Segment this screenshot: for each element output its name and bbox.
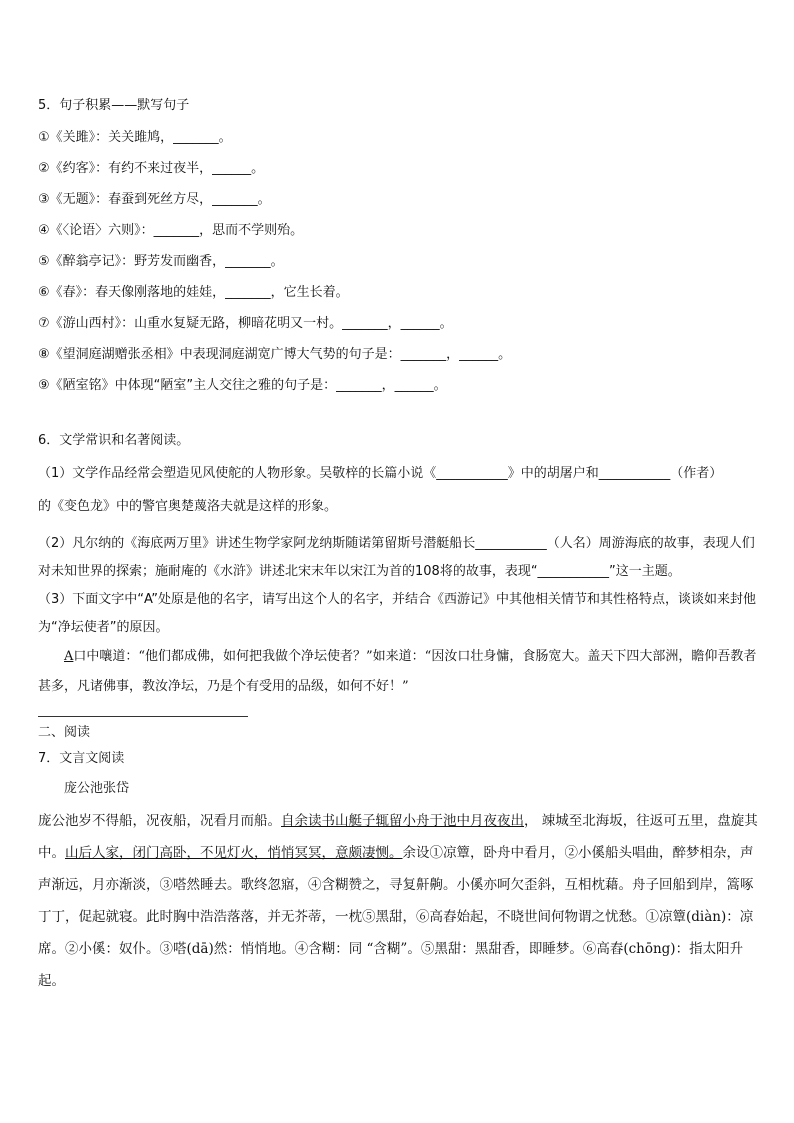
question-6	[38, 431, 760, 702]
quote-blank-marker: A	[64, 649, 74, 664]
section-title: 二、阅读	[38, 725, 91, 740]
q7-title: 7．文言文阅读	[38, 751, 125, 766]
q5-item: ④《〈论语〉六则》：_______，思而不学则殆。	[38, 223, 304, 238]
essay-seg4-underlined: 山后人家，闭门高卧，不见灯火，悄悄冥冥，意颇凄恻。	[65, 845, 403, 861]
essay-body	[38, 805, 760, 997]
essay-seg3: ， 竦城至北海坂，往返可五里，盘旋其中。	[38, 813, 758, 861]
quote-text: 口中嚷道：“他们都成佛，如何把我做个净坛使者？”如来道：“因汝口壮身慵，食肠宽大。盖天下四大部洲，瞻仰吾教者甚多，凡诸佛事，教汝净坛，乃是个有受用的品级，如何不好！”	[38, 649, 757, 694]
q5-item: ②《约客》：有约不来过夜半，______。	[38, 161, 265, 176]
q5-item: ⑦《游山西村》：山重水复疑无路，柳暗花明又一村。_______，______。	[38, 316, 453, 331]
q6-part3: （3）下面文字中“A”处原是他的名字，请写出这个人的名字，并结合《西游记》中其他相关情节和其性格特点，谈谈如来封他为“净坛使者”的原因。	[38, 592, 757, 635]
q5-item: ①《关雎》：关关雎鸠，_______。	[38, 130, 232, 145]
q5-item: ⑧《望洞庭湖赠张丞相》中表现洞庭湖宽广博大气势的句子是：_______，______。	[38, 347, 512, 362]
question-5	[38, 96, 760, 396]
q5-item: ⑤《醉翁亭记》：野芳发而幽香，_______。	[38, 254, 284, 269]
reading-section	[38, 723, 760, 997]
exam-page	[38, 96, 760, 997]
q6-part1-line1: （1）文学作品经常会塑造见风使舵的人物形象。吴敬梓的长篇小说《___________》中的胡屠户和___________（作者）	[38, 466, 723, 481]
section-divider	[38, 716, 248, 717]
q5-item: ⑥《春》：春天像刚落地的娃娃，_______，它生长着。	[38, 285, 349, 300]
essay-title: 庞公池张岱	[64, 781, 130, 796]
essay-seg1: 庞公池岁不得船，况夜船，况看月而船。	[38, 813, 281, 829]
q5-item: ⑨《陋室铭》中体现“陋室”主人交往之雅的句子是：_______，______。	[38, 378, 447, 393]
q6-part2: （2）凡尔纳的《海底两万里》讲述生物学家阿龙纳斯随诺第留斯号潜艇船长___________（人名）周游海底的故事，表现人们对未知世界的探索；施耐庵的《水浒》讲述北宋末年以宋江为首的108将的故事，表现“___________”这一主题。	[38, 536, 755, 579]
q5-title: 5．句子积累——默写句子	[38, 98, 190, 113]
essay-seg5: 余设①凉簟，卧舟中看月，②小傒船头唱曲，醉梦相杂，声声渐远，月亦渐淡，③嗒然睡去。歌终忽寤，④含糊赞之，寻复鼾齁。小傒亦呵欠歪斜，互相枕藉。舟子回船到岸，篙啄丁丁，促起就寝。此时胸中浩浩落落，并无芥蒂，一枕⑤黑甜，⑥高舂始起，不晓世间何物谓之忧愁。	[38, 845, 754, 925]
q5-item: ③《无题》：春蚕到死丝方尽，_______。	[38, 192, 271, 207]
essay-seg2-underlined: 自余读书山艇子辄留小舟于池中月夜夜出	[281, 813, 524, 829]
q6-quote	[38, 642, 760, 702]
essay-notes: ①凉簟(diàn)：凉席。②小傒：奴仆。③嗒(dā)然：悄悄地。④含糊：同 “含糊”。⑤黑甜：黑甜香，即睡梦。⑥高舂(chōng)：指太阳升起。	[38, 909, 754, 989]
q6-title: 6．文学常识和名著阅读。	[38, 433, 190, 448]
q6-part1-line2: 的《变色龙》中的警官奥楚蔑洛夫就是这样的形象。	[38, 499, 338, 514]
